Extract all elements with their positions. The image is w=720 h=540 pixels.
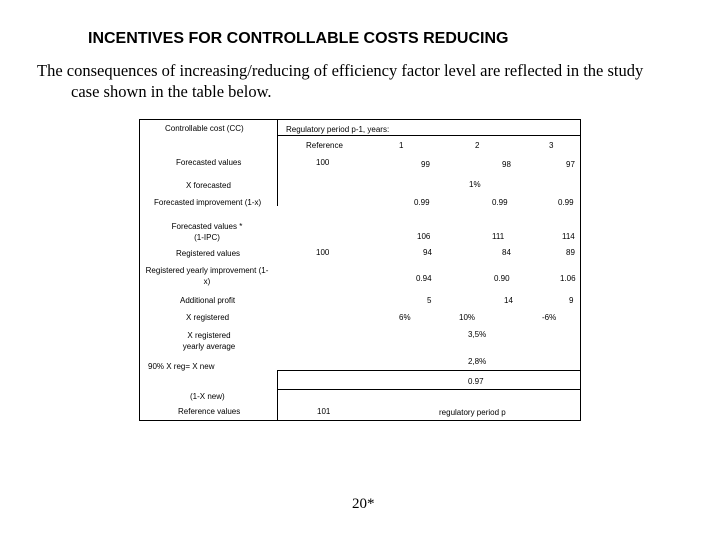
x-forecasted-value: 1% xyxy=(469,180,481,189)
col-divider xyxy=(277,370,278,420)
row-label-reference-values: Reference values xyxy=(178,407,241,416)
forecasted-ipc-y3: 114 xyxy=(562,232,575,241)
forecasted-y2: 98 xyxy=(502,160,511,169)
row-label-forecasted-improvement: Forecasted improvement (1-x) xyxy=(154,198,262,207)
x-registered-y2: 10% xyxy=(459,313,476,322)
registered-improvement-y2: 0.90 xyxy=(494,274,510,283)
intro-paragraph xyxy=(37,60,717,102)
additional-profit-y1: 5 xyxy=(427,296,432,305)
reference-values-value: 101 xyxy=(317,407,331,416)
row-label-x-registered-avg: X registered yearly average xyxy=(182,331,236,351)
col-reference: Reference xyxy=(306,141,343,150)
col-year-2: 2 xyxy=(475,141,480,150)
col-divider xyxy=(277,120,278,206)
x-new-value: 2,8% xyxy=(468,357,487,366)
efficiency-table xyxy=(139,119,581,421)
forecasted-y3: 97 xyxy=(566,160,575,169)
x-registered-y3: -6% xyxy=(542,313,557,322)
row-label-forecasted-values: Forecasted values xyxy=(176,158,242,167)
page-title: INCENTIVES FOR CONTROLLABLE COSTS REDUCING xyxy=(88,30,509,47)
row-label-one-minus-x-new: (1-X new) xyxy=(190,392,225,401)
registered-improvement-y3: 1.06 xyxy=(560,274,576,283)
one-minus-x-new-value: 0.97 xyxy=(468,377,484,386)
intro-line-2: case shown in the table below. xyxy=(71,82,272,101)
forecasted-improvement-y3: 0.99 xyxy=(558,198,574,207)
row-label-x-forecasted: X forecasted xyxy=(186,181,231,190)
x-registered-y1: 6% xyxy=(399,313,411,322)
row-label-registered-values: Registered values xyxy=(176,249,241,258)
row-divider xyxy=(277,135,580,136)
registered-y1: 94 xyxy=(423,248,432,257)
row-label-x-registered: X registered xyxy=(186,313,230,322)
header-cc: Controllable cost (CC) xyxy=(165,124,244,133)
row-divider xyxy=(277,370,580,371)
forecasted-improvement-y2: 0.99 xyxy=(492,198,508,207)
header-period: Regulatory period p-1, years: xyxy=(286,125,390,134)
additional-profit-y2: 14 xyxy=(504,296,513,305)
registered-y3: 89 xyxy=(566,248,575,257)
registered-ref: 100 xyxy=(316,248,330,257)
intro-line-1: The consequences of increasing/reducing of efficiency factor level are reflected in the study xyxy=(37,61,644,80)
x-registered-avg-value: 3,5% xyxy=(468,330,487,339)
page-number: 20* xyxy=(352,496,375,512)
col-year-3: 3 xyxy=(549,141,554,150)
forecasted-improvement-y1: 0.99 xyxy=(414,198,430,207)
registered-y2: 84 xyxy=(502,248,511,257)
forecasted-ipc-y1: 106 xyxy=(417,232,431,241)
row-label-x-new: 90% X reg= X new xyxy=(148,362,215,371)
forecasted-ref: 100 xyxy=(316,158,330,167)
forecasted-y1: 99 xyxy=(421,160,430,169)
forecasted-ipc-y2: 111 xyxy=(492,232,505,241)
col-year-1: 1 xyxy=(399,141,404,150)
row-label-forecasted-values-ipc: Forecasted values *(1-IPC) xyxy=(171,222,243,242)
additional-profit-y3: 9 xyxy=(569,296,574,305)
row-label-registered-improvement: Registered yearly improvement (1-x) xyxy=(145,266,269,286)
row-divider xyxy=(277,389,580,390)
registered-improvement-y1: 0.94 xyxy=(416,274,432,283)
row-label-additional-profit: Additional profit xyxy=(180,296,236,305)
regulatory-period-p-note: regulatory period p xyxy=(439,408,506,417)
